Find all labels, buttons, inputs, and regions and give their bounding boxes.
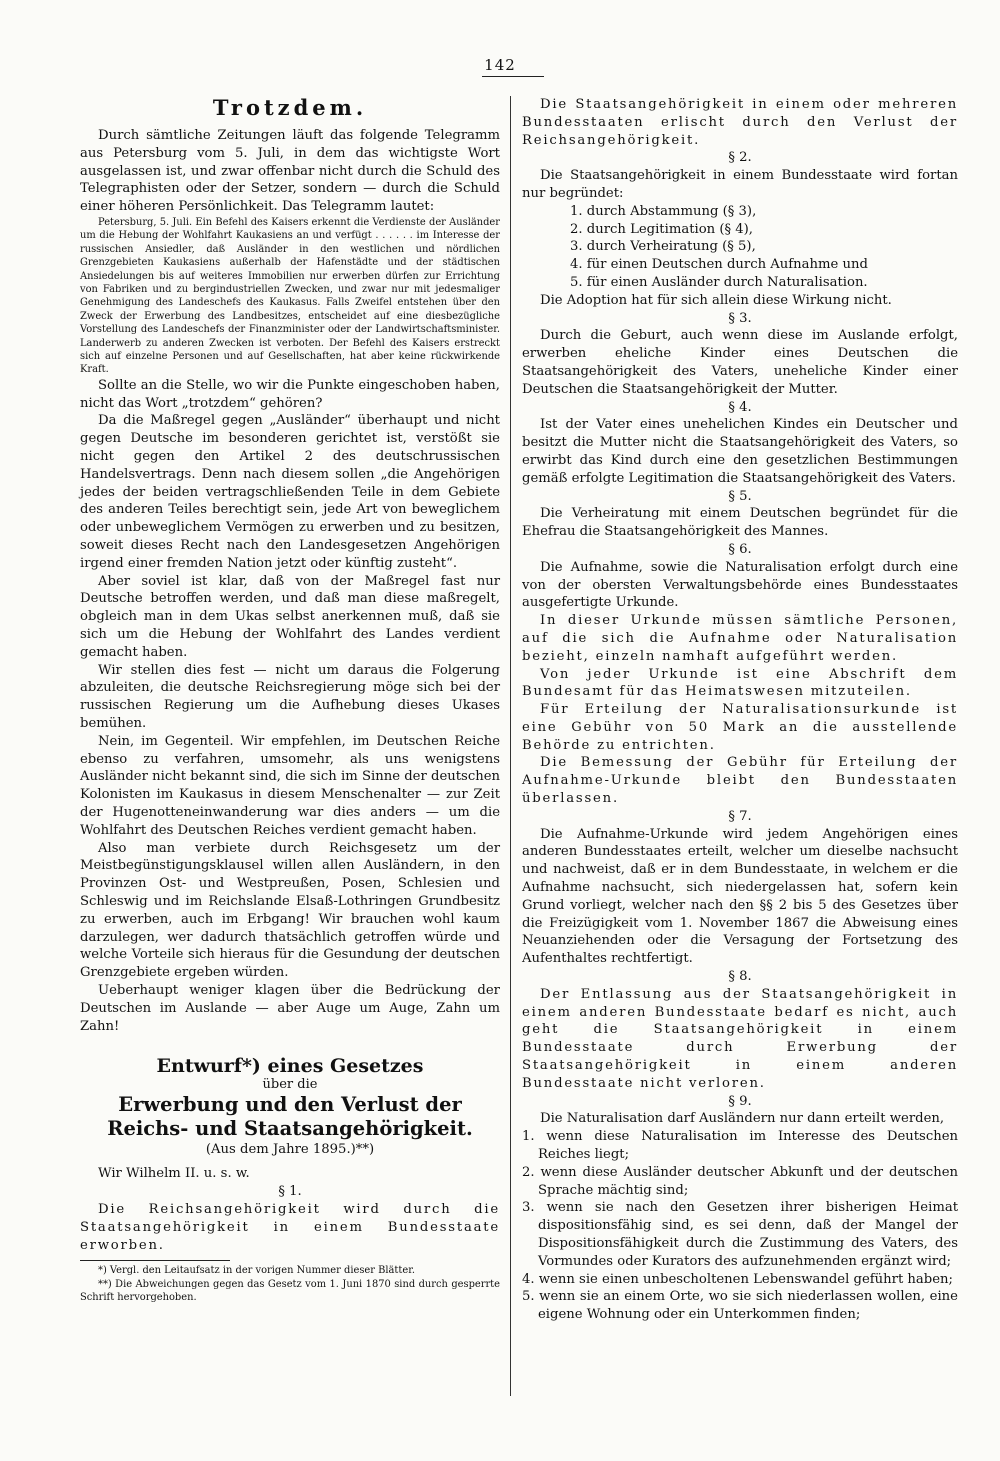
right-column	[522, 96, 958, 1324]
telegram-quote: Petersburg, 5. Juli. Ein Befehl des Kaisers erkennt die Verdienste der Ausländer um die Hebung der Wohlfahrt Kaukasiens an und verfügt . . . . . . im Interesse der russischen Ansiedler, daß Ausländer in den westlichen und nördlichen Grenzgebieten Kaukasiens außerhalb der Hafenstädte und der städtischen Ansiedelungen bis auf weiteres Immobilien nur erwerben dürfen zur Errichtung von Fabriken und zu bergindustriellen Zwecken, und zwar nur mit jedesmaliger Genehmigung des Landeschefs des Kaukasus. Falls Zweifel entstehen über den Zweck der Erwerbung des Landbesitzes, entscheidet auf eine diesbezügliche Vorstellung des Landeschefs der Finanzminister oder der Landwirtschaftsminister. Landerwerb zu anderen Zwecken ist verboten. Der Befehl des Kaisers erstreckt sich auf einzelne Personen und auf Gesellschaften, hat aber keine rückwirkende Kraft.	[80, 216, 500, 376]
article-paragraph-8: Ueberhaupt weniger klagen über die Bedrückung der Deutschen im Auslande — aber Auge um Auge, Zahn um Zahn!	[80, 982, 500, 1034]
section-2-intro: Die Staatsangehörigkeit in einem Bundesstaate wird fortan nur begründet:	[522, 168, 958, 201]
section-3-heading: § 3.	[728, 310, 752, 326]
section-2-heading: § 2.	[728, 150, 752, 166]
article-headline: Trotzdem.	[212, 95, 368, 120]
article-paragraph-7: Also man verbiete durch Reichsgesetz um der Meistbegünstigungsklausel willen allen Ausländern, in den Provinzen Ost- und Westpreußen, Posen, Schlesien und Schleswig und im Reichslande Elsaß-Lothringen Grundbesitz zu erwerben, auch im Erbgang! Wir brauchen wohl kaum darzulegen, wer dadurch thatsächlich getroffen würde und welche Vorteile sich hieraus für die Gesundung der deutschen Grenzgebiete ergeben würden.	[80, 840, 500, 981]
law-title-line-4: (Aus dem Jahre 1895.)**)	[205, 1142, 375, 1158]
section-7-heading: § 7.	[728, 808, 752, 824]
section-6-paragraph-5: Die Bemessung der Gebühr für Erteilung der Aufnahme-Urkunde bleibt den Bundesstaaten überlassen.	[522, 755, 958, 807]
section-4-heading: § 4.	[728, 399, 752, 415]
article-paragraph-4: Aber soviel ist klar, daß von der Maßregel fast nur Deutsche betroffen werden, und daß man diese maßregelt, obgleich man in dem Ukas selbst anerkennen muß, daß sie sich um die Hebung der Wohlfahrt des Landes verdient gemacht haben.	[80, 573, 500, 660]
law-preamble: Wir Wilhelm II. u. s. w.	[98, 1166, 250, 1182]
left-column	[80, 96, 500, 1305]
list-item: 1. durch Abstammung (§ 3),	[570, 203, 757, 219]
law-title-line-3: Erwerbung und den Verlust der Reichs- und Staatsangehörigkeit.	[107, 1093, 473, 1141]
list-item: 3. durch Verheiratung (§ 5),	[570, 239, 756, 255]
section-9-intro: Die Naturalisation darf Ausländern nur dann erteilt werden,	[540, 1111, 945, 1127]
law-paragraph-1: Die Staatsangehörigkeit in einem oder mehreren Bundesstaaten erlischt durch den Verlust der Reichsangehörigkeit.	[522, 97, 958, 148]
section-7-text: Die Aufnahme-Urkunde wird jedem Angehörigen eines anderen Bundesstaates erteilt, welcher um dieselbe nachsucht und nachweist, daß er in dem Bundesstaate, in welchem er die Aufnahme nachsucht, sich niedergelassen hat, sofern kein Grund vorliegt, welcher nach den §§ 2 bis 5 des Gesetzes über die Freizügigkeit vom 1. November 1867 die Abweisung eines Neuanziehenden oder die Versagung der Fortsetzung des Aufenthaltes rechtfertigt.	[522, 826, 958, 967]
page-number-rule	[482, 76, 544, 77]
footnote-1: *) Vergl. den Leitaufsatz in der vorigen Nummer dieser Blätter.	[98, 1265, 415, 1277]
section-5-heading: § 5.	[728, 488, 752, 504]
column-divider	[510, 96, 511, 1396]
article-paragraph-5: Wir stellen dies fest — nicht um daraus die Folgerung abzuleiten, die deutsche Reichsregierung möge sich bei der russischen Regierung um die Aufhebung dieses Ukases bemühen.	[80, 662, 500, 731]
law-title-line-1: Entwurf*) eines Gesetzes	[156, 1055, 424, 1078]
section-9-list	[522, 1128, 958, 1324]
list-item: 3. wenn sie nach den Gesetzen ihrer bisherigen Heimat dispositionsfähig sind, es sei denn, daß der Mangel der Dispositionsfähigkeit durch die Zustimmung des Vaters, des Vormundes oder Kurators des aufzunehmenden ergänzt wird;	[522, 1200, 958, 1269]
section-3-text: Durch die Geburt, auch wenn diese im Auslande erfolgt, erwerben eheliche Kinder eines Deutschen die Staatsangehörigkeit des Vaters, uneheliche Kinder einer Deutschen die Staatsangehörigkeit der Mutter.	[522, 328, 958, 397]
article-paragraph-6: Nein, im Gegenteil. Wir empfehlen, im Deutschen Reiche ebenso zu verfahren, umsomehr, als uns wenigstens Ausländer nicht bekannt sind, die sich im Sinne der deutschen Kolonisten im Kaukasus in diesem Menschenalter — zur Zeit der Hugenotteneinwanderung war dies anders — um die Wohlfahrt des Deutschen Reiches verdient gemacht haben.	[80, 733, 500, 838]
footnote-2: **) Die Abweichungen gegen das Gesetz vom 1. Juni 1870 sind durch gesperrte Schrift hervorgehoben.	[80, 1278, 500, 1304]
list-item: 4. wenn sie einen unbescholtenen Lebenswandel geführt haben;	[522, 1271, 953, 1287]
section-2-list	[522, 203, 958, 292]
section-4-text: Ist der Vater eines unehelichen Kindes ein Deutscher und besitzt die Mutter nicht die Staatsangehörigkeit des Vaters, so erwirbt das Kind durch eine den gesetzlichen Bestimmungen gemäß erfolgte Legitimation die Staatsangehörigkeit des Vaters.	[522, 417, 958, 486]
article-intro: Durch sämtliche Zeitungen läuft das folgende Telegramm aus Petersburg vom 5. Juli, in dem das wichtigste Wort ausgelassen ist, und zwar offenbar nicht durch die Schuld des Telegraphisten oder der Setzer, sondern — durch die Schuld einer höheren Persönlichkeit. Das Telegramm lautet:	[80, 128, 500, 215]
article-paragraph-2: Sollte an die Stelle, wo wir die Punkte eingeschoben haben, nicht das Wort „trotzdem“ gehören?	[80, 377, 500, 411]
section-6-heading: § 6.	[728, 541, 752, 557]
list-item: 2. wenn diese Ausländer deutscher Abkunft und der deutschen Sprache mächtig sind;	[522, 1164, 958, 1198]
section-8-heading: § 8.	[728, 969, 752, 985]
section-6-paragraph-2: In dieser Urkunde müssen sämtliche Personen, auf die sich die Aufnahme oder Naturalisation bezieht, einzeln namhaft aufgeführt werden.	[522, 613, 958, 664]
section-5-text: Die Verheiratung mit einem Deutschen begründet für die Ehefrau die Staatsangehörigkeit des Mannes.	[522, 506, 958, 540]
footnote-rule	[80, 1260, 230, 1261]
section-6-paragraph-4: Für Erteilung der Naturalisationsurkunde ist eine Gebühr von 50 Mark an die ausstellende Behörde zu entrichten.	[522, 702, 958, 753]
list-item: 5. für einen Ausländer durch Naturalisation.	[570, 274, 868, 290]
list-item: 5. wenn sie an einem Orte, wo sie sich niederlassen wollen, eine eigene Wohnung oder ein Unterkommen finden;	[522, 1289, 958, 1323]
section-8-text: Der Entlassung aus der Staatsangehörigkeit in einem anderen Bundesstaate bedarf es nicht, auch geht die Staatsangehörigkeit in einem Bundesstaate durch Erwerbung der Staatsangehörigkeit in einem anderen Bundesstaate nicht verloren.	[522, 986, 958, 1091]
list-item: 1. wenn diese Naturalisation im Interesse des Deutschen Reiches liegt;	[522, 1129, 958, 1163]
law-title-line-2: über die	[262, 1077, 318, 1093]
section-2-after: Die Adoption hat für sich allein diese Wirkung nicht.	[540, 292, 892, 308]
list-item: 2. durch Legitimation (§ 4),	[570, 221, 753, 237]
section-9-heading: § 9.	[728, 1093, 752, 1109]
list-item: 4. für einen Deutschen durch Aufnahme und	[570, 257, 868, 273]
section-6-paragraph-3: Von jeder Urkunde ist eine Abschrift dem Bundesamt für das Heimatswesen mitzuteilen.	[522, 666, 958, 700]
page-number: 142	[484, 56, 516, 74]
section-1-text: Die Reichsangehörigkeit wird durch die Staatsangehörigkeit in einem Bundesstaate erworben.	[80, 1201, 500, 1253]
section-6-paragraph-1: Die Aufnahme, sowie die Naturalisation erfolgt durch eine von der obersten Verwaltungsbehörde eines Bundesstaates ausgefertigte Urkunde.	[522, 559, 958, 611]
article-paragraph-3: Da die Maßregel gegen „Ausländer“ überhaupt und nicht gegen Deutsche im besonderen gerichtet ist, verstößt sie nicht gegen den Artikel 2 des deutschrussischen Handelsvertrags. Denn nach diesem sollen „die Angehörigen jedes der beiden vertragschließenden Teile in dem Gebiete des anderen Teiles berechtigt sein, jede Art von beweglichem oder unbeweglichem Vermögen zu erwerben und zu besitzen, soweit dieses Recht nach den Landesgesetzen Angehörigen irgend einer fremden Nation jetzt oder künftig zusteht“.	[80, 413, 500, 571]
section-1-heading: § 1.	[278, 1184, 302, 1200]
